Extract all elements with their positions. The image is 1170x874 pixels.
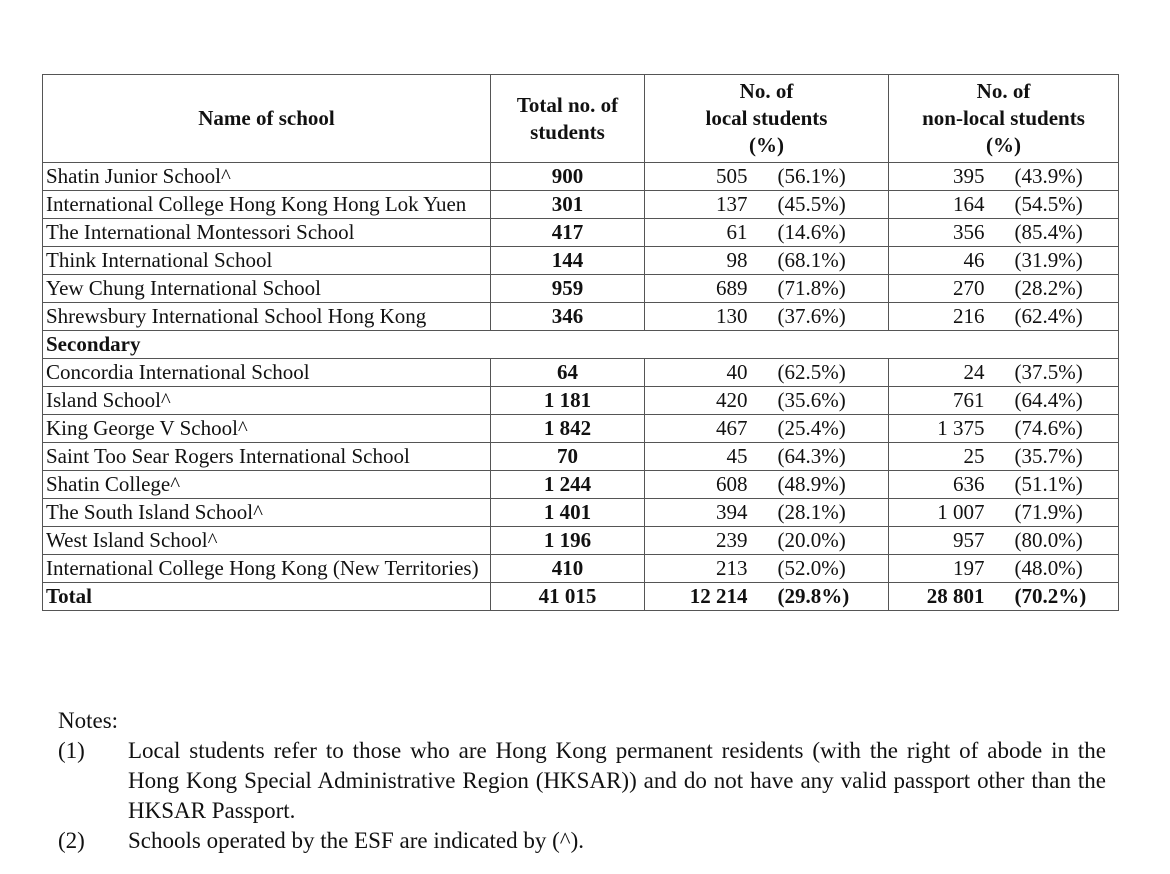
total-students-cell: 410 <box>491 555 645 583</box>
table-row <box>43 303 1119 331</box>
nonlocal-students-cell <box>889 247 1119 275</box>
local-students-cell <box>645 499 889 527</box>
nonlocal-percent: (74.6%) <box>1014 416 1083 440</box>
school-name-cell: Shatin College^ <box>43 471 491 499</box>
total-students-cell: 64 <box>491 359 645 387</box>
table-row <box>43 527 1119 555</box>
local-percent: (71.8%) <box>777 276 846 300</box>
section-row-secondary <box>43 331 1119 359</box>
total-students-cell: 1 401 <box>491 499 645 527</box>
local-students-cell <box>645 471 889 499</box>
school-name-cell: Island School^ <box>43 387 491 415</box>
table-row <box>43 555 1119 583</box>
total-students-cell: 346 <box>491 303 645 331</box>
nonlocal-percent: (43.9%) <box>1014 164 1083 188</box>
total-students-cell: 1 181 <box>491 387 645 415</box>
nonlocal-students-cell <box>889 219 1119 247</box>
nonlocal-percent: (70.2%) <box>1014 584 1087 608</box>
school-enrolment-table <box>42 74 1119 611</box>
local-count: 12 214 <box>689 584 748 608</box>
nonlocal-students-cell <box>889 163 1119 191</box>
school-name-cell: International College Hong Kong (New Territories) <box>43 555 491 583</box>
local-percent: (25.4%) <box>777 416 846 440</box>
header-local-students: No. of local students (%) <box>645 75 889 163</box>
local-percent: (37.6%) <box>777 304 846 328</box>
nonlocal-percent: (54.5%) <box>1014 192 1083 216</box>
local-percent: (29.8%) <box>777 584 850 608</box>
nonlocal-count: 164 <box>953 192 985 216</box>
total-students-cell: 144 <box>491 247 645 275</box>
school-name-cell: Total <box>43 583 491 611</box>
notes-title: Notes: <box>58 708 119 733</box>
school-name-cell: Saint Too Sear Rogers International School <box>43 443 491 471</box>
local-students-cell <box>645 583 889 611</box>
nonlocal-percent: (62.4%) <box>1014 304 1083 328</box>
local-percent: (68.1%) <box>777 248 846 272</box>
school-name-cell: Shrewsbury International School Hong Kong <box>43 303 491 331</box>
nonlocal-percent: (48.0%) <box>1014 556 1083 580</box>
nonlocal-students-cell <box>889 275 1119 303</box>
nonlocal-count: 395 <box>953 164 985 188</box>
table-row <box>43 443 1119 471</box>
local-count: 45 <box>726 444 748 468</box>
nonlocal-count: 197 <box>953 556 985 580</box>
total-students-cell: 959 <box>491 275 645 303</box>
local-students-cell <box>645 163 889 191</box>
nonlocal-percent: (85.4%) <box>1014 220 1083 244</box>
local-count: 98 <box>726 248 748 272</box>
nonlocal-percent: (28.2%) <box>1014 276 1083 300</box>
table-row <box>43 275 1119 303</box>
local-percent: (52.0%) <box>777 556 846 580</box>
total-students-cell: 1 244 <box>491 471 645 499</box>
local-count: 137 <box>716 192 748 216</box>
nonlocal-students-cell <box>889 555 1119 583</box>
local-count: 689 <box>716 276 748 300</box>
nonlocal-percent: (64.4%) <box>1014 388 1083 412</box>
total-students-cell: 417 <box>491 219 645 247</box>
note-number: (2) <box>58 828 85 853</box>
local-percent: (62.5%) <box>777 360 846 384</box>
total-students-cell: 900 <box>491 163 645 191</box>
nonlocal-students-cell <box>889 303 1119 331</box>
local-percent: (20.0%) <box>777 528 846 552</box>
nonlocal-count: 636 <box>953 472 985 496</box>
local-percent: (64.3%) <box>777 444 846 468</box>
table-row <box>43 163 1119 191</box>
local-percent: (45.5%) <box>777 192 846 216</box>
local-students-cell <box>645 415 889 443</box>
total-students-cell: 1 196 <box>491 527 645 555</box>
local-percent: (35.6%) <box>777 388 846 412</box>
school-name-cell: Shatin Junior School^ <box>43 163 491 191</box>
table-row <box>43 219 1119 247</box>
nonlocal-students-cell <box>889 191 1119 219</box>
notes-section <box>58 706 1106 856</box>
nonlocal-percent: (71.9%) <box>1014 500 1083 524</box>
table-header-row <box>43 75 1119 163</box>
nonlocal-students-cell <box>889 443 1119 471</box>
nonlocal-count: 761 <box>953 388 985 412</box>
nonlocal-count: 1 375 <box>937 416 985 440</box>
nonlocal-students-cell <box>889 359 1119 387</box>
nonlocal-percent: (37.5%) <box>1014 360 1083 384</box>
school-name-cell: Think International School <box>43 247 491 275</box>
total-row <box>43 583 1119 611</box>
total-students-cell: 301 <box>491 191 645 219</box>
table-row <box>43 191 1119 219</box>
local-count: 394 <box>716 500 748 524</box>
nonlocal-percent: (51.1%) <box>1014 472 1083 496</box>
nonlocal-count: 957 <box>953 528 985 552</box>
total-students-cell: 70 <box>491 443 645 471</box>
nonlocal-students-cell <box>889 471 1119 499</box>
local-percent: (48.9%) <box>777 472 846 496</box>
table-row <box>43 415 1119 443</box>
table-row <box>43 471 1119 499</box>
nonlocal-count: 24 <box>963 360 985 384</box>
table-body <box>43 163 1119 611</box>
section-label: Secondary <box>43 331 1119 359</box>
local-students-cell <box>645 359 889 387</box>
nonlocal-count: 216 <box>953 304 985 328</box>
nonlocal-students-cell <box>889 387 1119 415</box>
local-students-cell <box>645 219 889 247</box>
nonlocal-students-cell <box>889 499 1119 527</box>
note-text: Schools operated by the ESF are indicated by (^). <box>128 828 584 853</box>
note-item <box>58 826 1106 856</box>
nonlocal-count: 270 <box>953 276 985 300</box>
note-number: (1) <box>58 738 85 763</box>
nonlocal-students-cell <box>889 415 1119 443</box>
nonlocal-count: 356 <box>953 220 985 244</box>
school-name-cell: Concordia International School <box>43 359 491 387</box>
nonlocal-percent: (35.7%) <box>1014 444 1083 468</box>
local-count: 467 <box>716 416 748 440</box>
local-percent: (56.1%) <box>777 164 846 188</box>
table-row <box>43 499 1119 527</box>
local-count: 130 <box>716 304 748 328</box>
table-row <box>43 387 1119 415</box>
school-name-cell: International College Hong Kong Hong Lok Yuen <box>43 191 491 219</box>
total-students-cell: 41 015 <box>491 583 645 611</box>
nonlocal-percent: (31.9%) <box>1014 248 1083 272</box>
table-row <box>43 247 1119 275</box>
local-students-cell <box>645 303 889 331</box>
school-name-cell: The International Montessori School <box>43 219 491 247</box>
header-name-of-school: Name of school <box>43 75 491 163</box>
nonlocal-students-cell <box>889 527 1119 555</box>
nonlocal-count: 28 801 <box>926 584 985 608</box>
school-name-cell: Yew Chung International School <box>43 275 491 303</box>
total-students-cell: 1 842 <box>491 415 645 443</box>
table-row <box>43 359 1119 387</box>
nonlocal-count: 25 <box>963 444 985 468</box>
school-name-cell: The South Island School^ <box>43 499 491 527</box>
nonlocal-students-cell <box>889 583 1119 611</box>
local-students-cell <box>645 191 889 219</box>
local-count: 608 <box>716 472 748 496</box>
note-text: Local students refer to those who are Hong Kong permanent residents (with the right of abode in the Hong Kong Special Administrative Region (HKSAR)) and do not have any valid passport other than the HKSAR Passport. <box>128 738 1106 823</box>
local-students-cell <box>645 247 889 275</box>
school-name-cell: West Island School^ <box>43 527 491 555</box>
local-count: 420 <box>716 388 748 412</box>
header-total-students: Total no. of students <box>491 75 645 163</box>
nonlocal-count: 46 <box>963 248 985 272</box>
local-students-cell <box>645 555 889 583</box>
local-count: 61 <box>726 220 748 244</box>
local-students-cell <box>645 443 889 471</box>
local-percent: (14.6%) <box>777 220 846 244</box>
local-count: 239 <box>716 528 748 552</box>
header-nonlocal-students: No. of non-local students (%) <box>889 75 1119 163</box>
local-percent: (28.1%) <box>777 500 846 524</box>
local-count: 40 <box>726 360 748 384</box>
local-students-cell <box>645 275 889 303</box>
school-name-cell: King George V School^ <box>43 415 491 443</box>
local-students-cell <box>645 387 889 415</box>
local-count: 213 <box>716 556 748 580</box>
nonlocal-count: 1 007 <box>937 500 985 524</box>
note-item <box>58 736 1106 826</box>
local-students-cell <box>645 527 889 555</box>
nonlocal-percent: (80.0%) <box>1014 528 1083 552</box>
local-count: 505 <box>716 164 748 188</box>
